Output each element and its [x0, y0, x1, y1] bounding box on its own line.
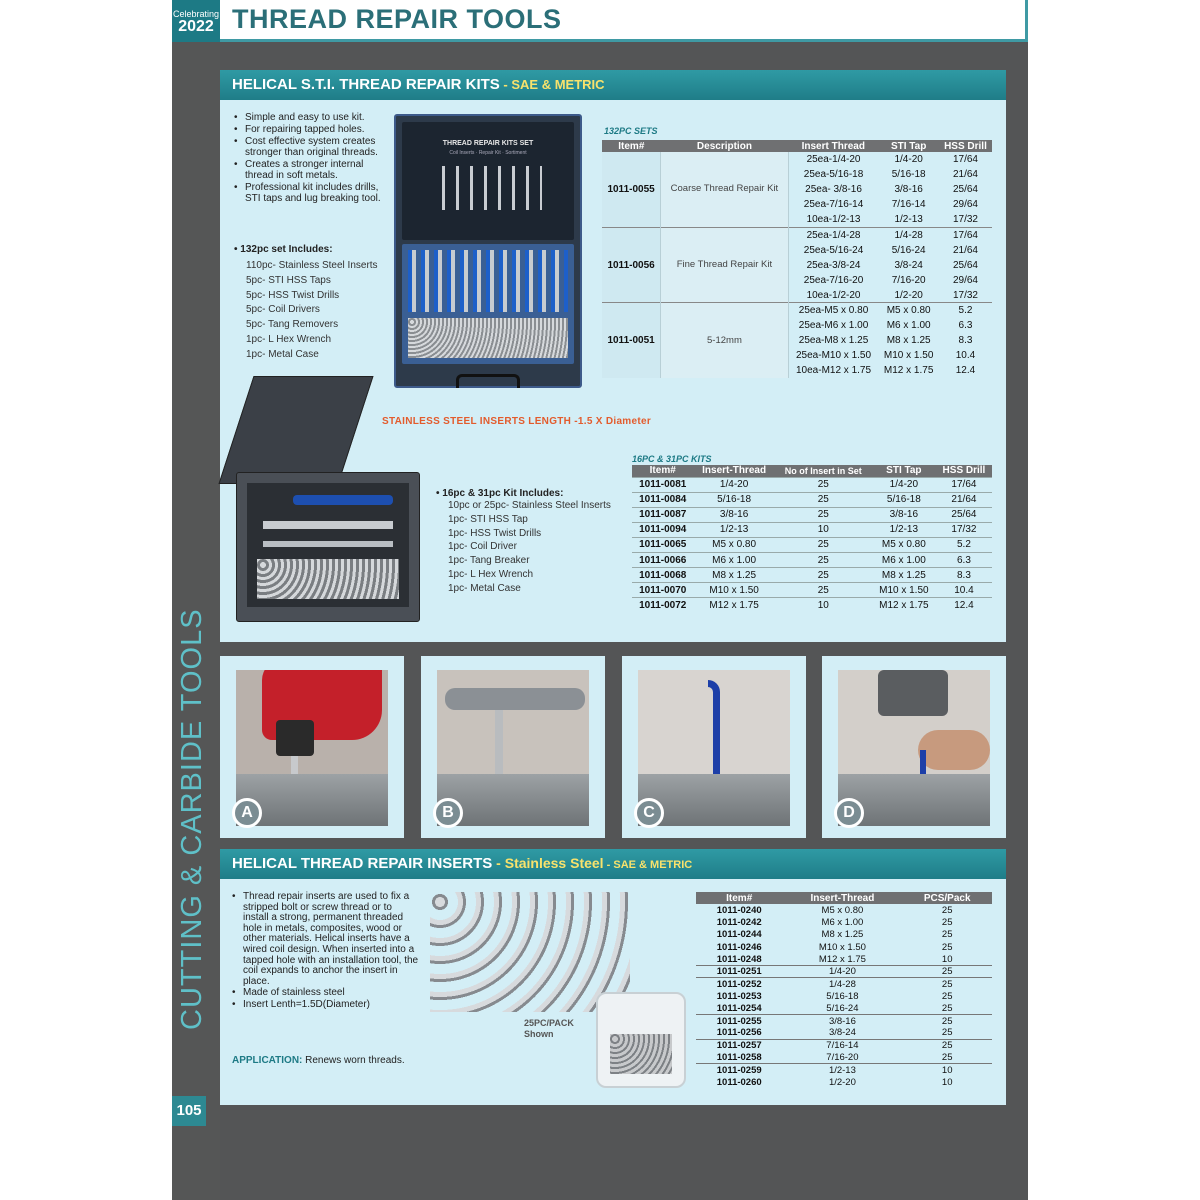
pack-label: 25PC/PACK Shown — [524, 1018, 574, 1039]
table-row — [696, 953, 992, 965]
table-row — [696, 1027, 992, 1039]
table-cell: M6 x 1.00 — [872, 552, 936, 567]
table-cell: 1011-0068 — [632, 568, 693, 583]
table-cell: M10 x 1.50 — [883, 350, 934, 362]
table-cell: M12 x 1.75 — [883, 365, 934, 377]
table-cell: M8 x 1.25 — [693, 568, 774, 583]
inserts-table — [696, 892, 992, 1088]
table-cell: 25 — [941, 904, 953, 916]
table-row — [696, 904, 992, 916]
table-cell: 25 — [902, 1015, 992, 1027]
table-cell: M5 x 0.80 — [872, 537, 936, 552]
kit-drill — [263, 541, 393, 547]
table-row — [696, 965, 992, 977]
table-cell: 25ea-M5 x 0.80 — [788, 303, 878, 318]
table-cell: Fine Thread Repair Kit — [661, 227, 789, 302]
16pc-kit-case-image — [232, 372, 424, 624]
table-cell: 1/2-13 — [693, 522, 774, 537]
step-letter-c: C — [634, 798, 664, 828]
table-cell: 17/64 — [936, 477, 992, 492]
table-cell: 10 — [941, 953, 953, 965]
table-cell: 10 — [902, 1064, 992, 1076]
table-cell: 1011-0240 — [716, 904, 762, 916]
step-c-photo — [638, 670, 790, 826]
section2-feature-list — [232, 892, 420, 1012]
include-item: 5pc- HSS Twist Drills — [246, 289, 340, 301]
table-cell: 10 — [941, 1076, 953, 1088]
include-item: 1pc- HSS Twist Drills — [448, 527, 542, 539]
table-cell: 25ea-3/8-24 — [806, 259, 861, 271]
table-cell: 10.4 — [936, 583, 992, 598]
table2-label: 16PC & 31PC KITS — [632, 454, 712, 464]
table-cell: M6 x 1.00 — [693, 552, 774, 567]
section1-subtitle: - SAE & METRIC — [499, 77, 605, 92]
table-cell: 7/16-14 — [891, 199, 926, 211]
table-cell: 1011-0253 — [716, 990, 762, 1002]
table-cell: 3/8-24 — [894, 259, 923, 271]
table-cell: M6 x 1.00 — [886, 320, 931, 332]
set-includes-title: • 132pc set Includes: — [234, 244, 333, 255]
table-row — [696, 1002, 992, 1014]
table-cell: 25 — [941, 941, 953, 953]
table-cell: 1/4-20 — [782, 965, 902, 977]
table-cell: 17/32 — [936, 522, 992, 537]
table-cell: 1011-0255 — [696, 1015, 782, 1027]
table-cell: 25 — [941, 1002, 953, 1014]
case-tray-inserts — [408, 318, 568, 358]
col-header: Description — [661, 140, 789, 152]
table-cell: 8.3 — [958, 335, 973, 347]
include-item: 5pc- Coil Drivers — [246, 304, 320, 316]
page-number: 105 — [172, 1096, 206, 1126]
table-cell: 1/2-13 — [894, 214, 923, 226]
table-row — [696, 1064, 992, 1076]
include-item: 5pc- STI HSS Taps — [246, 274, 331, 286]
table-cell: 21/64 — [952, 169, 978, 181]
col-header: Item# — [696, 892, 782, 904]
include-item: 1pc- L Hex Wrench — [448, 568, 534, 580]
table-cell: 29/64 — [952, 199, 978, 211]
table-cell: 1011-0260 — [716, 1076, 762, 1088]
table-cell: 25ea-5/16-18 — [803, 169, 864, 181]
step-card-d — [822, 656, 1006, 838]
feature-item: • For repairing tapped holes. — [234, 124, 384, 135]
table-cell: 12.4 — [936, 598, 992, 613]
table-cell: 21/64 — [952, 244, 978, 256]
include-item: 1pc- L Hex Wrench — [246, 333, 332, 345]
set-includes-list — [246, 259, 378, 363]
table-cell: M10 x 1.50 — [818, 941, 866, 953]
table-cell: M5 x 0.80 — [821, 904, 864, 916]
table1-label: 132PC SETS — [604, 126, 658, 136]
kit-lid — [218, 376, 373, 484]
kit-blue-driver — [293, 495, 393, 505]
feature-item: • Insert Lenth=1.5D(Diameter) — [232, 1000, 420, 1011]
case-label: THREAD REPAIR KITS SET — [442, 140, 534, 147]
col-header: Insert Thread — [788, 140, 878, 152]
table-cell: 1011-0066 — [632, 552, 693, 567]
table-cell: 1011-0244 — [716, 929, 762, 941]
table-cell: 5/16-18 — [693, 492, 774, 507]
table-cell: 17/32 — [952, 214, 978, 226]
step-b-photo — [437, 670, 589, 826]
step-letter-b: B — [433, 798, 463, 828]
table-cell: 5/16-24 — [826, 1002, 859, 1014]
table-cell: 5.2 — [939, 303, 992, 318]
table-cell: 1011-0094 — [632, 522, 693, 537]
celebrating-badge — [172, 0, 220, 42]
table-cell: 5.2 — [936, 537, 992, 552]
table-cell: 3/8-16 — [693, 507, 774, 522]
table-cell: 1011-0251 — [696, 965, 782, 977]
step-a-photo — [236, 670, 388, 826]
table-cell: 1011-0055 — [602, 152, 661, 227]
side-category-label: CUTTING & CARBIDE TOOLS — [176, 608, 208, 1030]
feature-item: • Professional kit includes drills, STI taps and lug breaking tool. — [234, 182, 384, 204]
table-cell: 25 — [902, 1039, 992, 1051]
step-card-a — [220, 656, 404, 838]
table-cell: 25/64 — [952, 184, 978, 196]
table-cell: M12 x 1.75 — [818, 953, 866, 965]
badge-line1: Celebrating — [172, 9, 220, 19]
kit-tap — [263, 521, 393, 529]
table-cell: 7/16-20 — [826, 1051, 859, 1063]
step-card-b — [421, 656, 605, 838]
table-cell: 10.4 — [955, 350, 976, 362]
table-cell: 25ea-M8 x 1.25 — [798, 335, 869, 347]
table-cell: 25ea- 3/8-16 — [805, 184, 862, 196]
table-row — [632, 492, 992, 507]
table-cell: 5-12mm — [661, 303, 789, 378]
table-row — [632, 507, 992, 522]
table-cell: M10 x 1.50 — [693, 583, 774, 598]
table-row — [602, 152, 992, 167]
table-cell: 10ea-M12 x 1.75 — [796, 365, 872, 377]
table-cell: 1011-0242 — [716, 916, 762, 928]
table-row — [696, 990, 992, 1002]
table-row — [696, 1039, 992, 1051]
hand — [918, 730, 990, 770]
table-cell: M12 x 1.75 — [872, 598, 936, 613]
application-text — [232, 1055, 405, 1066]
col-header: STI Tap — [878, 140, 939, 152]
include-item: 10pc or 25pc- Stainless Steel Inserts — [448, 500, 611, 511]
table-cell: 1/4-20 — [693, 477, 774, 492]
table-row — [696, 916, 992, 928]
table-cell: 1011-0248 — [716, 953, 762, 965]
include-item: 1pc- STI HSS Tap — [448, 513, 528, 525]
kit-includes-title: • 16pc & 31pc Kit Includes: — [436, 488, 564, 499]
table-cell: 1/4-20 — [872, 477, 936, 492]
table-cell: 1/2-20 — [894, 289, 923, 301]
table-cell: 1011-0246 — [716, 941, 762, 953]
col-header: STI Tap — [872, 465, 936, 477]
feature-item: • Thread repair inserts are used to fix a stripped bolt or screw thread or to install a strong, permanent threaded hole in metals, composites, wood or other materials. Helical inserts have a wired coil design. When inserted into a tapped hole with an installation tool, the coil expands to anchor the insert in place. — [232, 892, 420, 987]
table-cell: 5/16-24 — [891, 244, 926, 256]
table-cell: 10ea-1/2-13 — [806, 214, 861, 226]
col-header: HSS Drill — [939, 140, 992, 152]
col-header: Item# — [632, 465, 693, 477]
table-row — [632, 598, 992, 613]
table-cell: 1/4-28 — [782, 978, 902, 990]
section1-feature-list — [234, 112, 384, 205]
table-cell: 25 — [775, 568, 872, 583]
include-item: 1pc- Tang Breaker — [448, 555, 530, 567]
table-cell: 21/64 — [936, 492, 992, 507]
table-cell: Coarse Thread Repair Kit — [661, 152, 789, 227]
table-cell: 25/64 — [936, 507, 992, 522]
table-row — [696, 941, 992, 953]
section2-title — [232, 855, 692, 872]
kit-tools — [247, 483, 409, 607]
application-value: Renews worn threads. — [302, 1055, 405, 1066]
kit-body — [236, 472, 420, 622]
table-cell: 25 — [775, 507, 872, 522]
table-cell: 5/16-18 — [891, 169, 926, 181]
table-cell: 25 — [941, 929, 953, 941]
table-row — [632, 583, 992, 598]
insert-pack-box-image — [596, 992, 686, 1088]
table-row — [696, 1076, 992, 1088]
table-row — [632, 568, 992, 583]
table-cell: 6.3 — [958, 320, 973, 332]
table-cell: 1/2-13 — [872, 522, 936, 537]
table-cell: 6.3 — [936, 552, 992, 567]
table-cell: M10 x 1.50 — [872, 583, 936, 598]
table-cell: 10 — [775, 522, 872, 537]
table-cell: 7/16-14 — [782, 1039, 902, 1051]
table-cell: 25ea-M6 x 1.00 — [798, 320, 869, 332]
right-margin — [1028, 0, 1200, 1200]
case-tray — [402, 244, 574, 364]
table-cell: 1011-0070 — [632, 583, 693, 598]
table-cell: 1/2-13 — [782, 1064, 902, 1076]
case-lid — [402, 122, 574, 240]
table-row — [632, 552, 992, 567]
table-cell: 7/16-20 — [891, 274, 926, 286]
hammer-head — [878, 670, 948, 716]
table-cell: M8 x 1.25 — [886, 335, 931, 347]
table-cell: 25ea-M10 x 1.50 — [796, 350, 872, 362]
table-cell: 1011-0257 — [696, 1039, 782, 1051]
col-header: Item# — [602, 140, 661, 152]
table-cell: 25 — [941, 1027, 953, 1039]
col-header: Insert-Thread — [782, 892, 902, 904]
include-item: 5pc- Tang Removers — [246, 319, 339, 331]
table-cell: 5/16-18 — [826, 990, 859, 1002]
table-row — [632, 522, 992, 537]
case-handle — [456, 374, 520, 388]
132pc-kit-case-image — [394, 114, 582, 388]
badge-line2: 2022 — [178, 18, 214, 35]
16pc-31pc-kits-table — [632, 465, 992, 613]
table-cell: 25ea-1/4-20 — [806, 154, 861, 166]
table-cell: 17/64 — [939, 227, 992, 242]
step-d-photo — [838, 670, 990, 826]
table-row — [696, 1052, 992, 1064]
col-header: HSS Drill — [936, 465, 992, 477]
table-cell: 1011-0259 — [696, 1064, 782, 1076]
table-cell: 3/8-16 — [782, 1015, 902, 1027]
table-cell: 17/32 — [952, 289, 978, 301]
col-header: PCS/Pack — [902, 892, 992, 904]
table-cell: 1/4-20 — [894, 154, 923, 166]
table-row — [696, 1015, 992, 1027]
col-header: No of Insert in Set — [775, 465, 872, 477]
table-row — [632, 537, 992, 552]
step-card-c — [622, 656, 806, 838]
table-cell: 25/64 — [952, 259, 978, 271]
table-cell: 8.3 — [936, 568, 992, 583]
table-row — [602, 303, 992, 318]
table-cell: 1/4-28 — [878, 227, 939, 242]
section1-title — [232, 76, 605, 93]
table-cell: 1/2-20 — [828, 1076, 856, 1088]
table-cell: 25ea-5/16-24 — [803, 244, 864, 256]
table-cell: 1011-0056 — [602, 227, 661, 302]
step-letter-d: D — [834, 798, 864, 828]
include-item: 1pc- Metal Case — [448, 582, 521, 594]
page-title: THREAD REPAIR TOOLS — [232, 4, 562, 34]
table-cell: 25 — [775, 552, 872, 567]
table-cell: M12 x 1.75 — [693, 598, 774, 613]
case-lid-tools — [442, 166, 542, 210]
stainless-length-note: STAINLESS STEEL INSERTS LENGTH -1.5 X Diameter — [382, 416, 652, 427]
table-cell: 29/64 — [952, 274, 978, 286]
table-cell: 1011-0081 — [632, 477, 693, 492]
table-cell: 5/16-18 — [872, 492, 936, 507]
col-header: Insert-Thread — [693, 465, 774, 477]
include-item: 1pc- Metal Case — [246, 348, 319, 360]
table-cell: 1011-0084 — [632, 492, 693, 507]
table-cell: 12.4 — [955, 365, 976, 377]
table-cell: 25 — [902, 965, 992, 977]
application-label: APPLICATION: — [232, 1055, 303, 1066]
section2-subtitle: - Stainless Steel — [492, 855, 604, 871]
table-cell: M5 x 0.80 — [878, 303, 939, 318]
kit-includes-list — [448, 499, 611, 596]
table-cell: 10 — [775, 598, 872, 613]
step-letter-a: A — [232, 798, 262, 828]
table-row — [696, 929, 992, 941]
feature-item: • Made of stainless steel — [232, 988, 420, 999]
table-row — [696, 978, 992, 990]
table-cell: M6 x 1.00 — [821, 916, 864, 928]
include-item: 110pc- Stainless Steel Inserts — [246, 260, 378, 271]
table-cell: 25 — [775, 537, 872, 552]
table-cell: 1011-0258 — [716, 1051, 762, 1063]
section2-subtitle-accent: - SAE & METRIC — [603, 859, 693, 871]
table-cell: 10ea-1/2-20 — [806, 289, 861, 301]
case-sublabel: Coil Inserts · Repair Kit · Sortiment — [449, 150, 527, 156]
table-cell: 25ea-7/16-14 — [803, 199, 864, 211]
table-cell: 1011-0256 — [716, 1027, 762, 1039]
include-item: 1pc- Coil Driver — [448, 541, 517, 553]
table-cell: 1011-0072 — [632, 598, 693, 613]
table-cell: 1011-0254 — [716, 1002, 762, 1014]
table-row — [632, 477, 992, 492]
section2-title-text: HELICAL THREAD REPAIR INSERTS — [232, 855, 493, 872]
table-cell: 1011-0087 — [632, 507, 693, 522]
table-cell: 25 — [941, 990, 953, 1002]
table-cell: 1011-0051 — [602, 303, 661, 378]
table-cell: 25 — [902, 978, 992, 990]
table-cell: 25 — [775, 492, 872, 507]
table-cell: M8 x 1.25 — [872, 568, 936, 583]
feature-item: • Creates a stronger internal thread in soft metals. — [234, 159, 384, 181]
table-cell: 25ea-7/16-20 — [803, 274, 864, 286]
table-cell: 17/64 — [952, 154, 978, 166]
pack-inserts — [610, 1034, 672, 1074]
table-cell: 25 — [775, 583, 872, 598]
132pc-sets-table — [602, 140, 992, 378]
table-cell: 25ea-1/4-28 — [788, 227, 878, 242]
table-cell: 25 — [941, 916, 953, 928]
section1-title-text: HELICAL S.T.I. THREAD REPAIR KITS — [232, 76, 500, 93]
tap-wrench — [445, 688, 585, 710]
drill-chuck — [276, 720, 314, 756]
table-cell: 1011-0065 — [632, 537, 693, 552]
case-tray-tools — [408, 250, 568, 312]
table-cell: 25 — [941, 1051, 953, 1063]
feature-item: • Simple and easy to use kit. — [234, 112, 384, 123]
feature-item: • Cost effective system creates stronger than original threads. — [234, 136, 384, 158]
kit-inserts — [257, 559, 399, 599]
table-cell: 3/8-16 — [872, 507, 936, 522]
table-cell: M5 x 0.80 — [693, 537, 774, 552]
table-cell: M8 x 1.25 — [821, 929, 864, 941]
table-cell: 3/8-16 — [894, 184, 923, 196]
table-row — [602, 227, 992, 242]
table-cell: 3/8-24 — [828, 1027, 856, 1039]
table-cell: 25 — [775, 477, 872, 492]
table-cell: 1011-0252 — [696, 978, 782, 990]
